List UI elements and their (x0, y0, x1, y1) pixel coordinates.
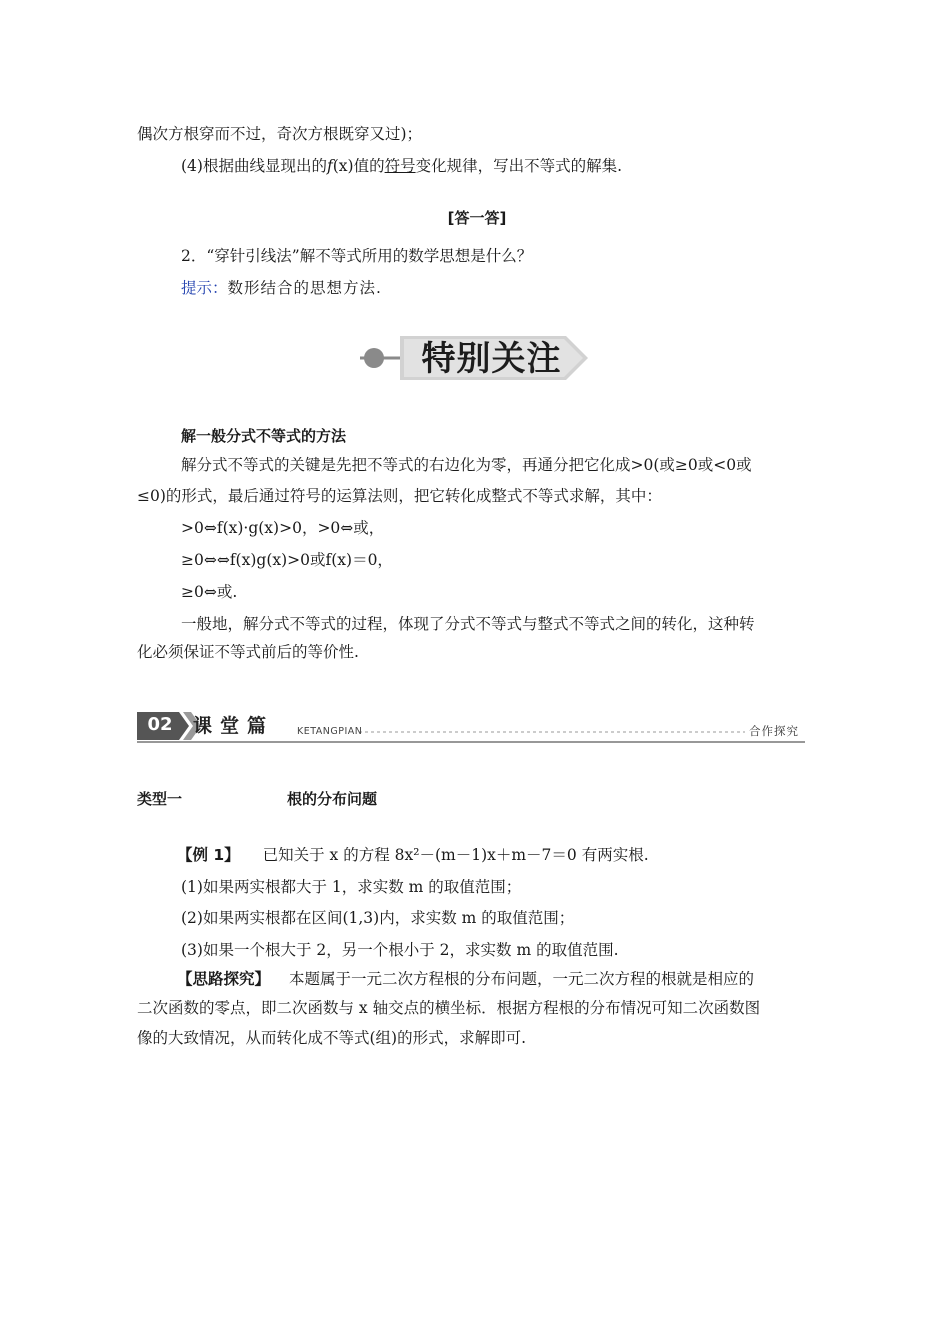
section-right-label: 合作探究 (749, 724, 799, 738)
section-title: 课堂篇 (193, 715, 275, 737)
intro-line-1: 偶次方根穿而不过，奇次方根既穿又过)； (137, 125, 423, 143)
example-q3: (3)如果一个根大于 2，另一个根小于 2，求实数 m 的取值范围. (181, 941, 619, 959)
intro-line-2-underlined: 符号 (384, 157, 416, 175)
special-rule-1: >0⇔f(x)·g(x)>0，>0⇔或， (181, 519, 385, 537)
hint-text: 数形结合的思想方法. (227, 279, 382, 297)
special-para1-line2: ≤0)的形式，最后通过符号的运算法则，把它转化成整式不等式求解，其中： (137, 487, 662, 505)
hint-label: 提示： (181, 279, 228, 297)
type-title: 根的分布问题 (287, 790, 378, 808)
qa-question: 2．“穿针引线法”解不等式所用的数学思想是什么？ (181, 247, 533, 265)
analysis-line-3: 像的大致情况，从而转化成不等式(组)的形式，求解即可. (137, 1029, 527, 1047)
analysis-line-2: 二次函数的零点，即二次函数与 x 轴交点的横坐标．根据方程根的分布情况可知二次函数图 (137, 999, 761, 1017)
intro-line-2-prefix: (4)根据曲线显现出的 (181, 157, 327, 175)
special-rule-3: ≥0⇔或. (181, 583, 238, 601)
intro-line-2-f: f (326, 157, 333, 175)
intro-line-2-mid: 值的 (353, 157, 385, 175)
special-para2-line1: 一般地，解分式不等式的过程，体现了分式不等式与整式不等式之间的转化，这种转 (181, 615, 755, 633)
example-q1: (1)如果两实根都大于 1，求实数 m 的取值范围； (181, 878, 522, 896)
special-rule-2: ≥0⇔⇔f(x)g(x)>0或f(x)＝0， (181, 551, 393, 569)
special-para2-line2: 化必须保证不等式前后的等价性. (137, 643, 359, 661)
example-q2: (2)如果两实根都在区间(1,3)内，求实数 m 的取值范围； (181, 909, 575, 927)
section-number: 02 (147, 714, 173, 735)
qa-hint (181, 278, 817, 298)
intro-line-2-suffix: 变化规律，写出不等式的解集. (415, 157, 623, 175)
intro-line-2 (181, 156, 817, 176)
analysis-line-1 (177, 969, 817, 989)
type-label: 类型一 (137, 790, 183, 808)
example-line (177, 845, 817, 865)
special-para1-line1: 解分式不等式的关键是先把不等式的右边化为零，再通分把它化成>0(或≥0或<0或 (181, 456, 752, 474)
analysis-tag: 【思路探究】 (177, 970, 271, 988)
banner-dot-icon (364, 348, 384, 368)
qa-heading: [答一答] (447, 209, 507, 227)
example-tag: 【例 1】 (177, 846, 240, 864)
section-subtitle: KETANGPIAN (297, 726, 363, 737)
special-banner-title: 特别关注 (421, 339, 562, 379)
intro-line-2-x: (x) (332, 157, 354, 175)
special-subtitle: 解一般分式不等式的方法 (181, 427, 347, 445)
analysis-line-1-text: 本题属于一元二次方程根的分布问题，一元二次方程的根就是相应的 (288, 970, 754, 988)
example-statement: 已知关于 x 的方程 8x²－(m－1)x＋m－7＝0 有两实根. (262, 846, 649, 864)
